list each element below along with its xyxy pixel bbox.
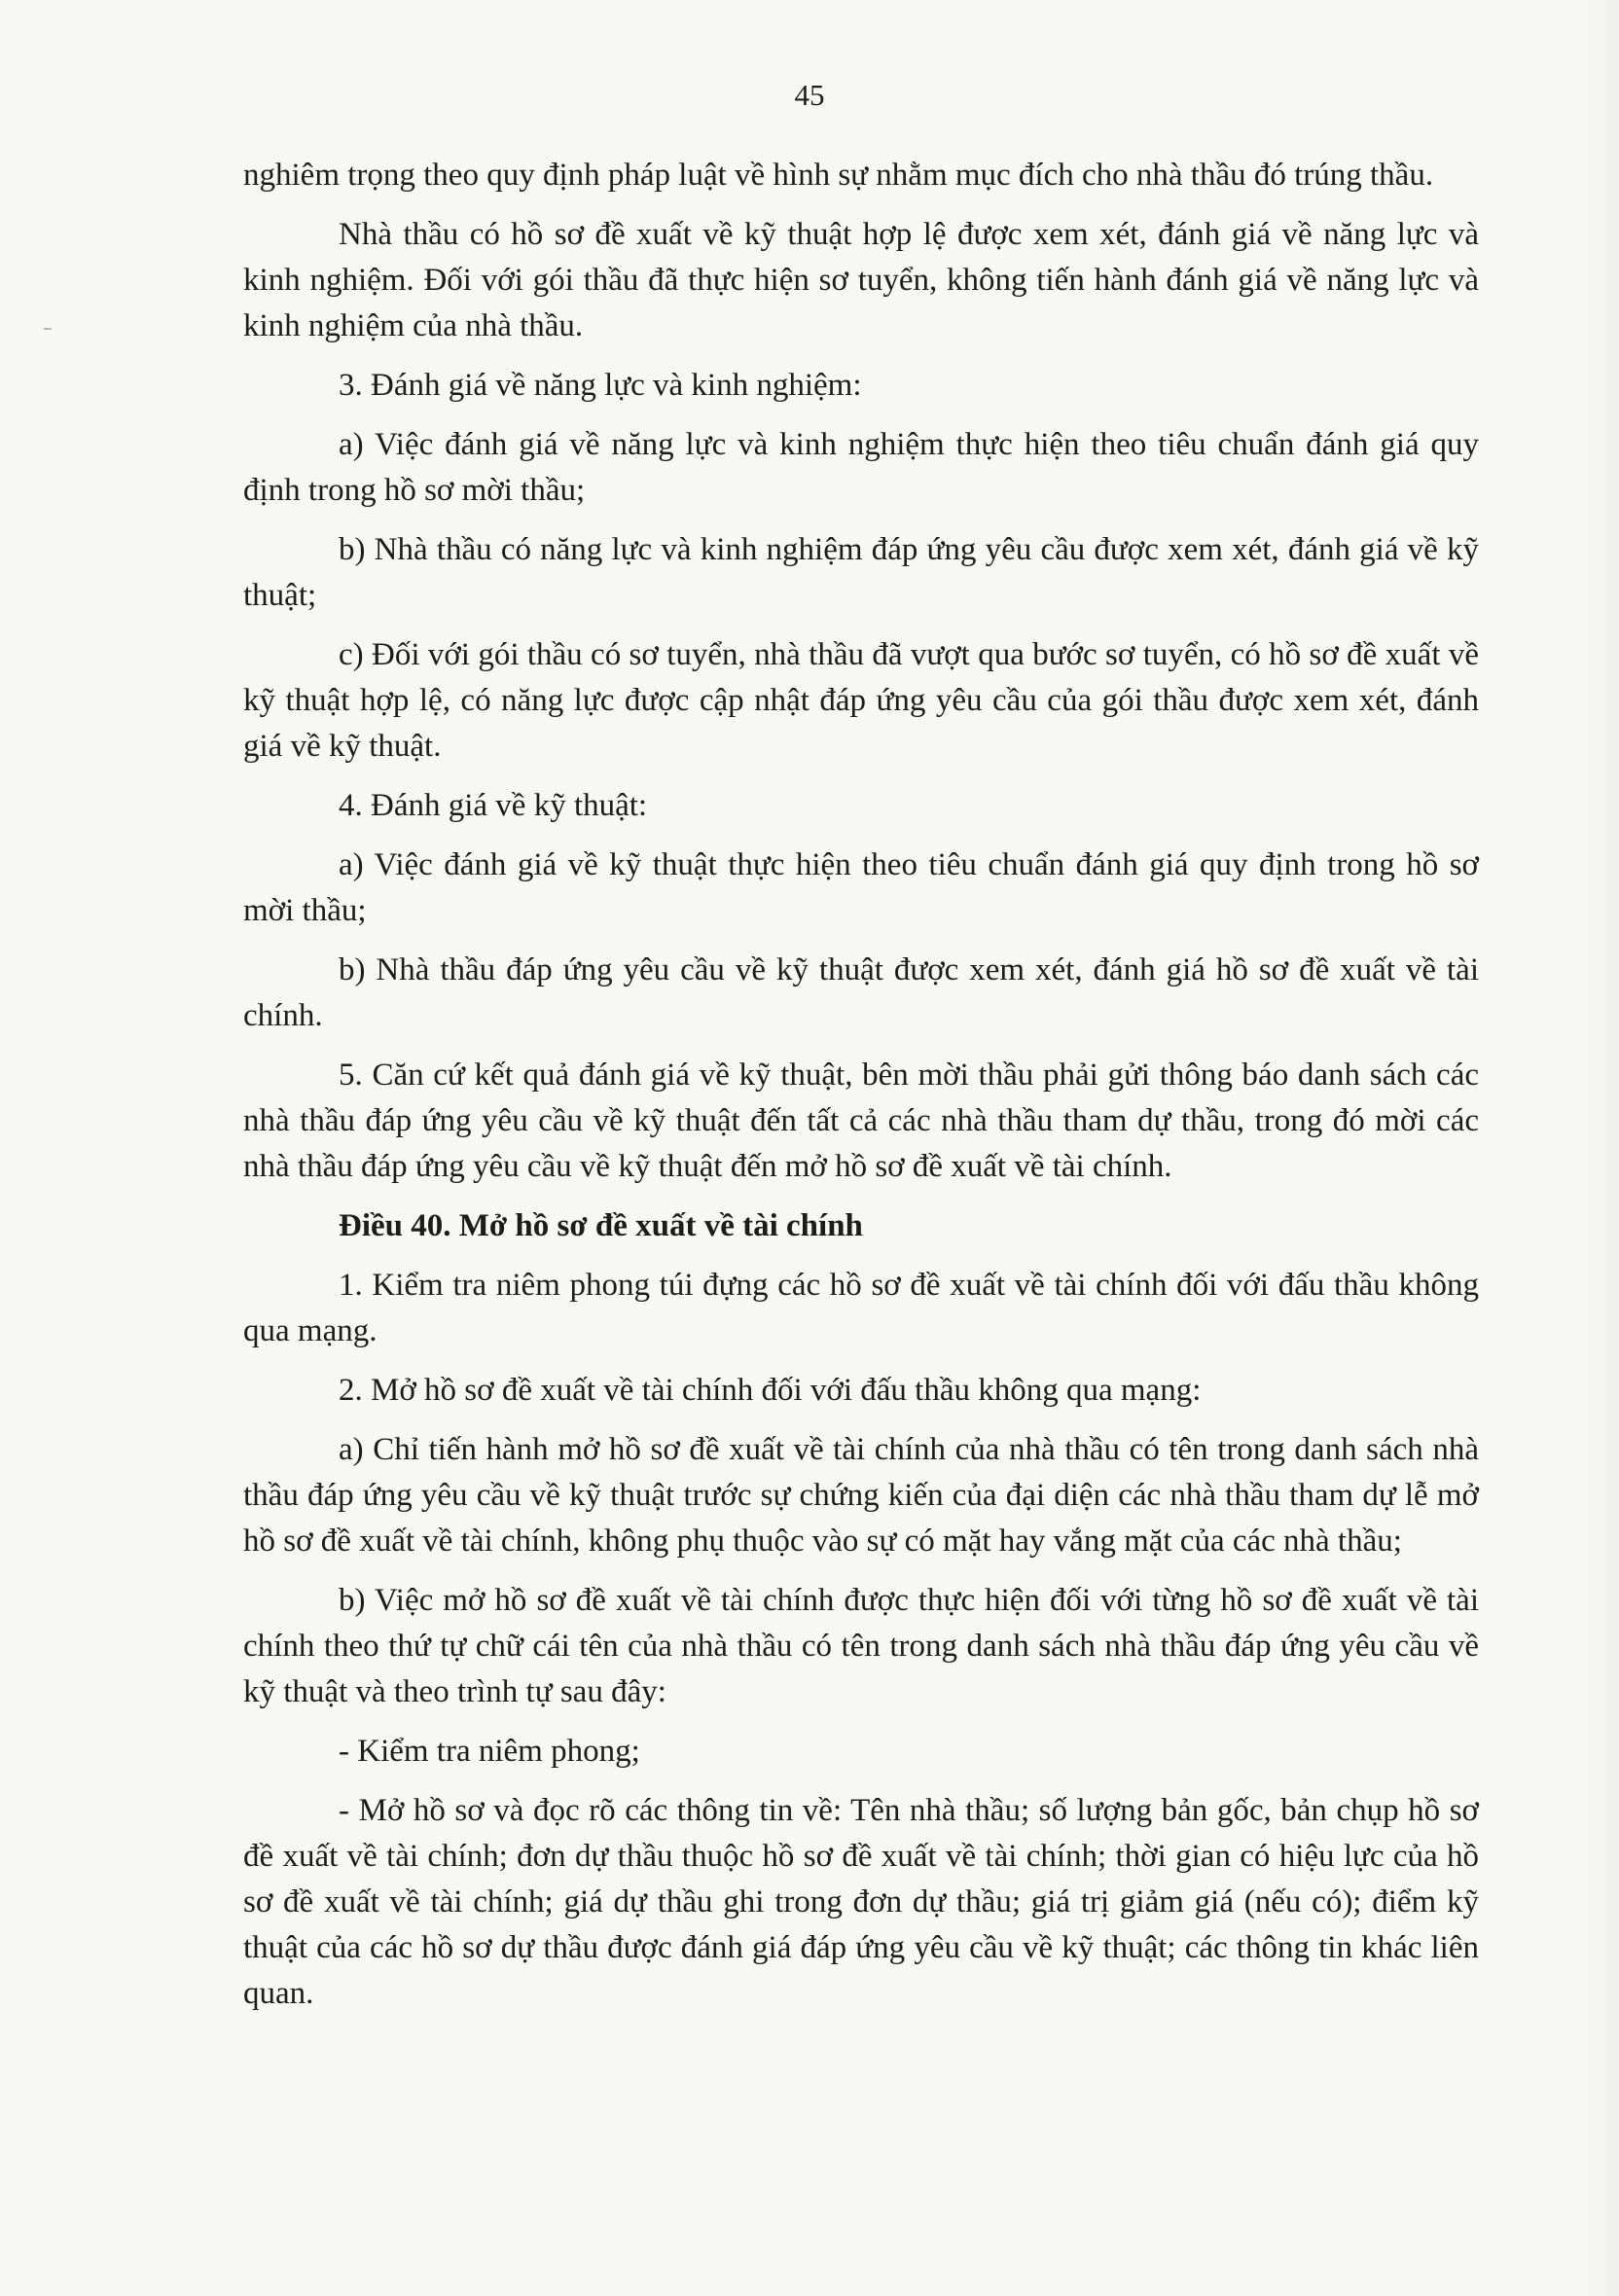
article-40-clause-2b: b) Việc mở hồ sơ đề xuất về tài chính được thực hiện đối với từng hồ sơ đề xuất về tài chính theo thứ tự chữ cái tên của nhà thầu có tên trong danh sách nhà thầu đáp ứng yêu cầu về kỹ thuật và theo trình tự sau đây: (243, 1583, 1479, 1709)
clause-3b: b) Nhà thầu có năng lực và kinh nghiệm đáp ứng yêu cầu được xem xét, đánh giá về kỹ thuật; (243, 532, 1479, 613)
article-40-clause-1: 1. Kiểm tra niêm phong túi đựng các hồ sơ đề xuất về tài chính đối với đấu thầu không qua mạng. (243, 1268, 1479, 1348)
clause-4a: a) Việc đánh giá về kỹ thuật thực hiện theo tiêu chuẩn đánh giá quy định trong hồ sơ mời thầu; (243, 847, 1479, 928)
article-40-clause-2: 2. Mở hồ sơ đề xuất về tài chính đối với đấu thầu không qua mạng: (339, 1373, 1202, 1408)
clause-4-heading: 4. Đánh giá về kỹ thuật: (339, 788, 648, 823)
clause-5: 5. Căn cứ kết quả đánh giá về kỹ thuật, bên mời thầu phải gửi thông báo danh sách các nhà thầu đáp ứng yêu cầu về kỹ thuật đến tất cả các nhà thầu tham dự thầu, trong đó mời các nhà thầu đáp ứng yêu cầu về kỹ thuật đến mở hồ sơ đề xuất về tài chính. (243, 1058, 1479, 1184)
page-number: 45 (794, 78, 825, 112)
article-40-clause-2a: a) Chỉ tiến hành mở hồ sơ đề xuất về tài chính của nhà thầu có tên trong danh sách nhà thầu đáp ứng yêu cầu về kỹ thuật trước sự chứng kiến của đại diện các nhà thầu tham dự lễ mở hồ sơ đề xuất về tài chính, không phụ thuộc vào sự có mặt hay vắng mặt của các nhà thầu; (243, 1432, 1479, 1559)
step-check-seal: - Kiểm tra niêm phong; (339, 1734, 640, 1769)
scan-mark (44, 328, 52, 330)
article-40-heading: Điều 40. Mở hồ sơ đề xuất về tài chính (339, 1208, 863, 1243)
clause-3-heading: 3. Đánh giá về năng lực và kinh nghiệm: (339, 368, 862, 403)
clause-3a: a) Việc đánh giá về năng lực và kinh nghiệm thực hiện theo tiêu chuẩn đánh giá quy định trong hồ sơ mời thầu; (243, 427, 1479, 508)
scan-edge-shadow (1586, 0, 1619, 2296)
step-open-and-read: - Mở hồ sơ và đọc rõ các thông tin về: Tên nhà thầu; số lượng bản gốc, bản chụp hồ sơ đề xuất về tài chính; đơn dự thầu thuộc hồ sơ đề xuất về tài chính; thời gian có hiệu lực của hồ sơ đề xuất về tài chính; giá dự thầu ghi trong đơn dự thầu; giá trị giảm giá (nếu có); điểm kỹ thuật của các hồ sơ dự thầu được đánh giá đáp ứng yêu cầu về kỹ thuật; các thông tin khác liên quan. (243, 1793, 1479, 2011)
paragraph: Nhà thầu có hồ sơ đề xuất về kỹ thuật hợp lệ được xem xét, đánh giá về năng lực và kinh nghiệm. Đối với gói thầu đã thực hiện sơ tuyển, không tiến hành đánh giá về năng lực và kinh nghiệm của nhà thầu. (243, 217, 1479, 343)
clause-3c: c) Đối với gói thầu có sơ tuyển, nhà thầu đã vượt qua bước sơ tuyển, có hồ sơ đề xuất về kỹ thuật hợp lệ, có năng lực được cập nhật đáp ứng yêu cầu của gói thầu được xem xét, đánh giá về kỹ thuật. (243, 637, 1479, 764)
document-body (243, 153, 1479, 2030)
clause-4b: b) Nhà thầu đáp ứng yêu cầu về kỹ thuật được xem xét, đánh giá hồ sơ đề xuất về tài chính. (243, 952, 1479, 1033)
paragraph-continuation: nghiêm trọng theo quy định pháp luật về hình sự nhằm mục đích cho nhà thầu đó trúng thầu. (243, 158, 1434, 193)
